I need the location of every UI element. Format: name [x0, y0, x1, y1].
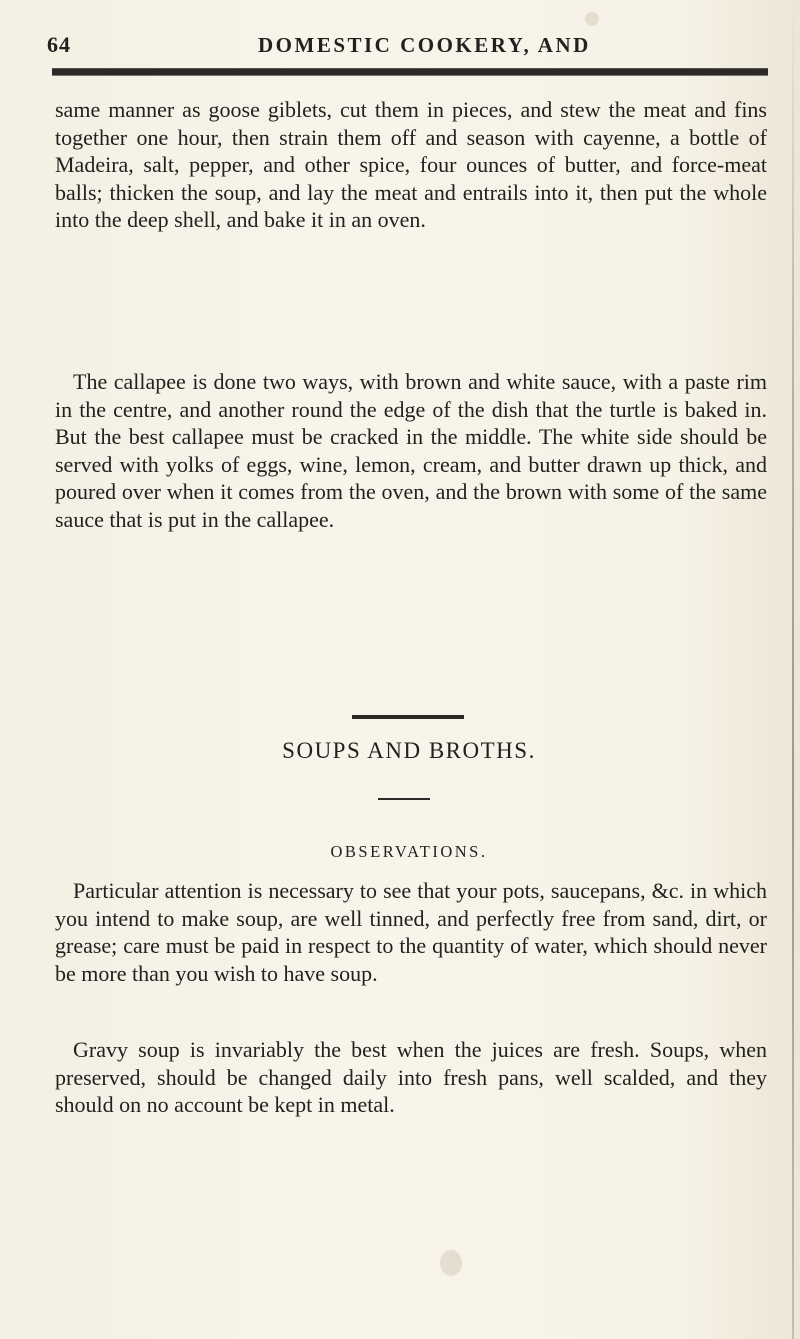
- page-edge-shadow: [792, 0, 794, 1339]
- paper-stain: [585, 12, 599, 26]
- running-head-title: DOMESTIC COOKERY, AND: [258, 33, 591, 57]
- running-head: [0, 30, 800, 66]
- paragraph-turtle-continuation: same manner as goose giblets, cut them in pieces, and stew the meat and fins together one hour, then strain them off and season with cayenne, a bottle of Madeira, salt, pepper, and other spice, four ounces of butter, and force-meat balls; thicken the soup, and lay the meat and entrails into it, then put the whole into the deep shell, and bake it in an oven.: [55, 97, 767, 232]
- paragraph-callapee: [55, 368, 767, 533]
- paragraph-callapee-text: The callapee is done two ways, with brown and white sauce, with a paste rim in the centre, and another round the edge of the dish that the turtle is baked in. But the best callapee must be cracked in the middle. The white side should be served with yolks of eggs, wine, lemon, cream, and butter drawn up thick, and poured over when it comes from the oven, and the brown with some of the same sauce that is put in the callapee.: [55, 369, 767, 532]
- section-divider-rule: [352, 715, 464, 719]
- paragraph-observations-2: [55, 1036, 767, 1119]
- page-number: 64: [47, 32, 71, 57]
- section-short-rule: [378, 798, 430, 800]
- subsection-title: OBSERVATIONS.: [330, 842, 488, 861]
- section-title: SOUPS AND BROTHS.: [282, 738, 536, 763]
- header-rule: [52, 68, 768, 75]
- paragraph-observations-1: [55, 877, 767, 987]
- paragraph-observations-1-text: Particular attention is necessary to see that your pots, saucepans, &c. in which you intend to make soup, are well tinned, and perfectly free from sand, dirt, or grease; care must be paid in respect to the quantity of water, which should never be more than you wish to have soup.: [55, 878, 767, 986]
- paper-stain: [440, 1250, 462, 1276]
- paragraph-observations-2-text: Gravy soup is invariably the best when the juices are fresh. Soups, when preserved, should be changed daily into fresh pans, well scalded, and they should on no account be kept in metal.: [55, 1037, 767, 1117]
